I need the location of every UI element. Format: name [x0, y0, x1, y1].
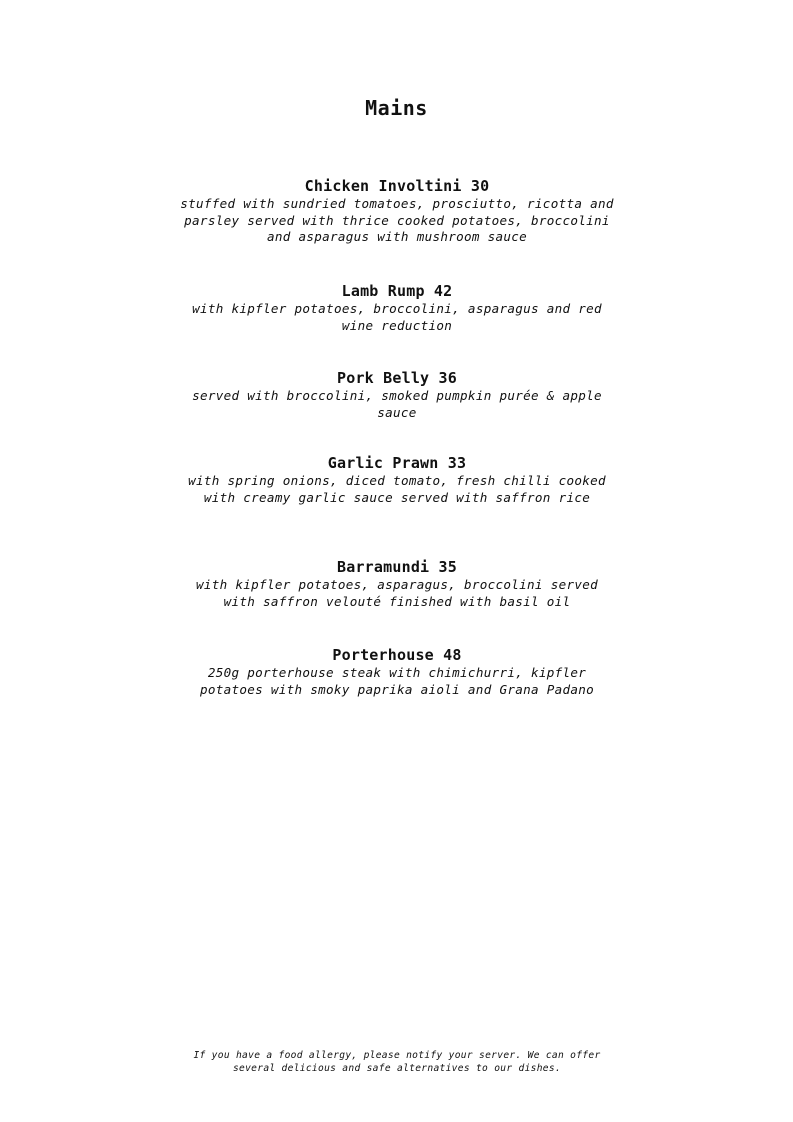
- menu-item-heading: [180, 645, 614, 665]
- menu-item-description: 250g porterhouse steak with chimichurri, kipfler potatoes with smoky paprika aioli and Grana Padano: [199, 665, 595, 697]
- menu-item-chicken-involtini: [180, 176, 614, 246]
- menu-item-name: Lamb Rump: [341, 282, 425, 300]
- page-title: Mains: [365, 96, 428, 120]
- menu-item-lamb-rump: [180, 281, 614, 334]
- menu-item-pork-belly: [180, 368, 614, 421]
- allergy-note: If you have a food allergy, please notify your server. We can offer several delicious and safe alternatives to our dishes.: [193, 1050, 601, 1074]
- menu-item-price: 33: [447, 454, 467, 472]
- menu-item-name: Porterhouse: [332, 646, 434, 664]
- menu-item-price: 30: [470, 177, 490, 195]
- menu-item-price: 42: [433, 282, 453, 300]
- menu-item-name: Garlic Prawn: [327, 454, 439, 472]
- menu-item-heading: [180, 368, 614, 388]
- menu-item-price: 48: [443, 646, 462, 664]
- menu-item-description: stuffed with sundried tomatoes, prosciutto, ricotta and parsley served with thrice cooked potatoes, broccolini and asparagus with mushroom sauce: [180, 196, 614, 245]
- menu-item-name: Pork Belly: [336, 369, 430, 387]
- menu-item-description: with kipfler potatoes, asparagus, broccolini served with saffron velouté finished with basil oil: [196, 577, 598, 609]
- menu-item-price: 35: [438, 558, 457, 576]
- menu-item-heading: [180, 557, 614, 577]
- menu-item-garlic-prawn: [180, 453, 614, 506]
- menu-item-heading: [180, 281, 614, 301]
- menu-item-barramundi: [180, 557, 614, 610]
- menu-item-name: Chicken Involtini: [304, 177, 462, 195]
- menu-item-description: with spring onions, diced tomato, fresh chilli cooked with creamy garlic sauce served with saffron rice: [188, 473, 606, 505]
- menu-item-description: with kipfler potatoes, broccolini, asparagus and red wine reduction: [192, 301, 602, 333]
- menu-item-porterhouse: [180, 645, 614, 698]
- menu-item-description: served with broccolini, smoked pumpkin purée & apple sauce: [192, 388, 602, 420]
- menu-item-price: 36: [438, 369, 457, 387]
- menu-item-heading: [180, 453, 614, 473]
- menu-item-name: Barramundi: [336, 558, 430, 576]
- menu-item-heading: [180, 176, 614, 196]
